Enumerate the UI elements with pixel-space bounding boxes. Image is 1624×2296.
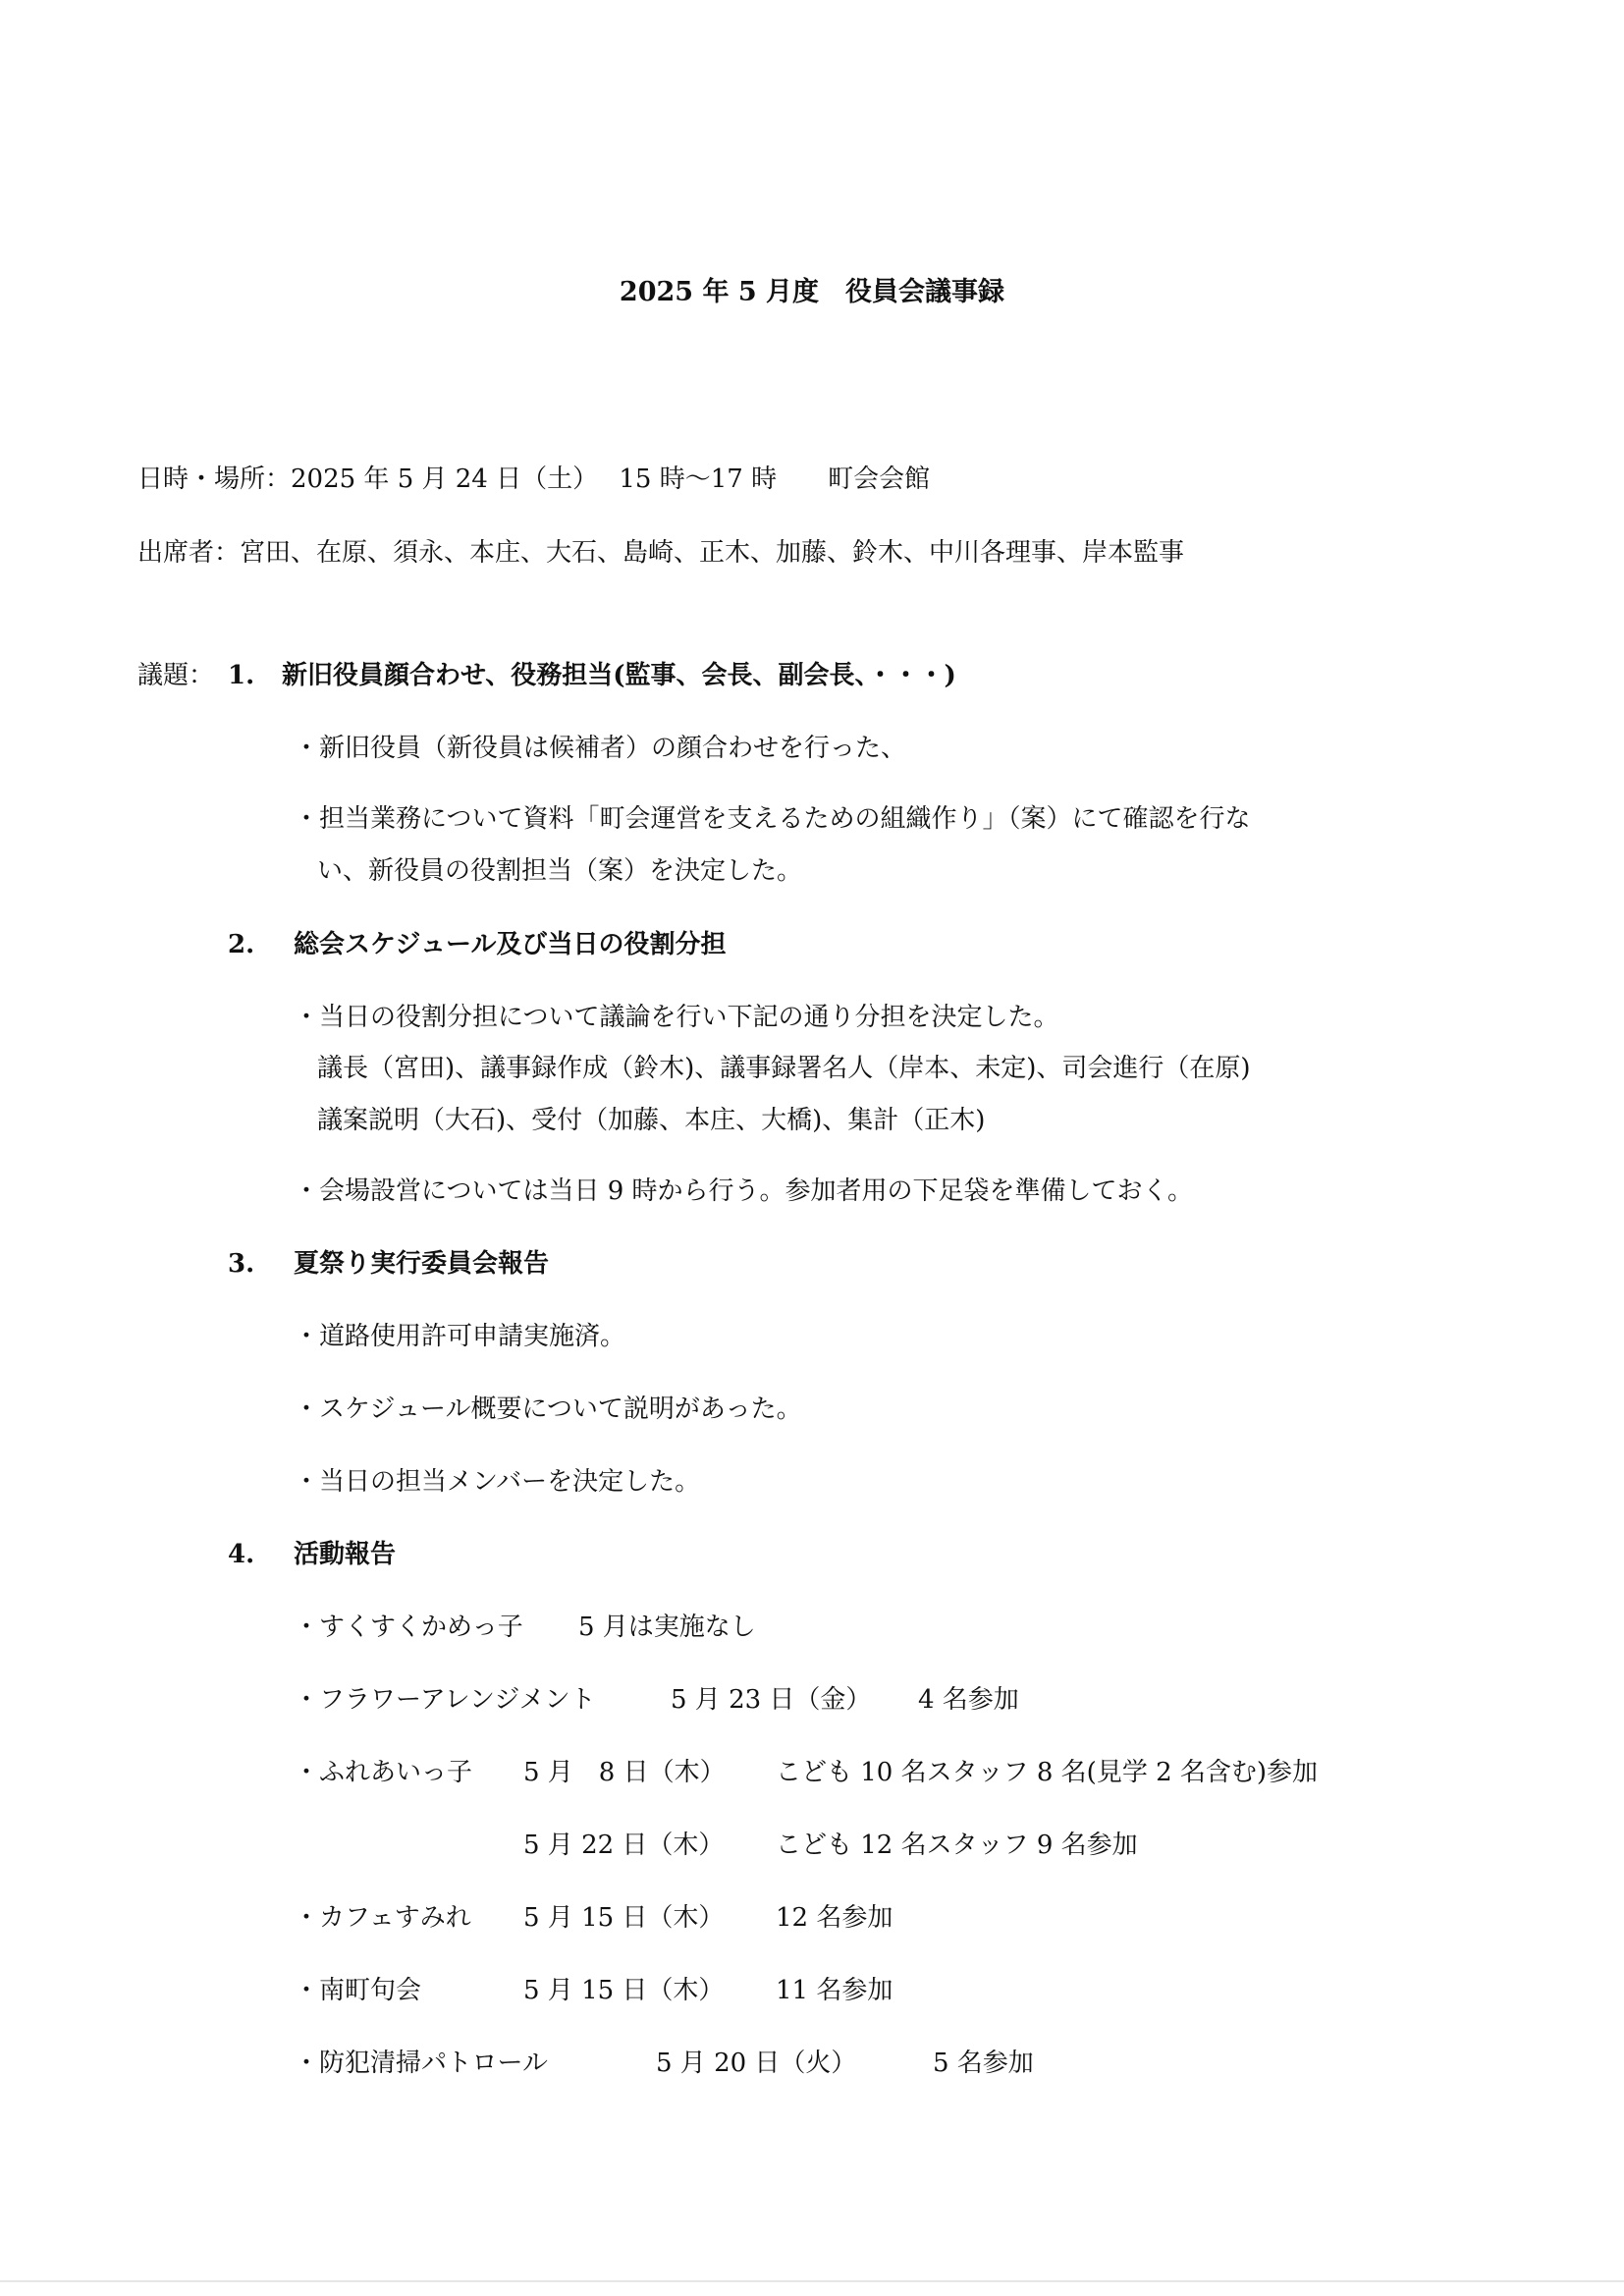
bullet-item: ・新旧役員（新役員は候補者）の顔合わせを行った、 xyxy=(294,734,907,763)
activity-date: 5 月 20 日（火） xyxy=(656,2049,857,2078)
datetime-location-line: 日時・場所：2025 年 5 月 24 日（土） 15 時～17 時 町会会館 xyxy=(137,465,931,494)
bullet-item-continuation: 議案説明（大石)、受付（加藤、本庄、大橋)、集計（正木) xyxy=(317,1106,986,1135)
agenda-item-heading: 新旧役員顔合わせ、役務担当(監事、会長、副会長、・・・) xyxy=(282,661,956,690)
activity-detail: こども 12 名スタッフ 9 名参加 xyxy=(776,1831,1138,1860)
bullet-item: ・担当業務について資料「町会運営を支えるための組織作り」（案）にて確認を行な xyxy=(294,804,1251,834)
bullet-item: ・当日の役割分担について議論を行い下記の通り分担を決定した。 xyxy=(294,1003,1059,1032)
bullet-item: ・スケジュール概要について説明があった。 xyxy=(294,1394,802,1424)
activity-detail: こども 10 名スタッフ 8 名(見学 2 名含む)参加 xyxy=(776,1758,1319,1787)
activity-name: ・すくすくかめっ子 xyxy=(294,1613,523,1642)
activity-date: 5 月 8 日（木） xyxy=(523,1758,726,1787)
activity-name: ・南町句会 xyxy=(294,1976,422,2005)
activity-name: ・防犯清掃パトロール xyxy=(294,2049,548,2078)
agenda-item-number: 2. xyxy=(228,930,255,959)
agenda-item-heading: 活動報告 xyxy=(294,1540,397,1569)
activity-detail: 4 名参加 xyxy=(918,1685,1019,1715)
activity-detail: 5 名参加 xyxy=(933,2049,1034,2078)
activity-detail: 12 名参加 xyxy=(776,1903,893,1933)
activity-detail: 11 名参加 xyxy=(776,1976,893,2005)
activity-name: ・カフェすみれ xyxy=(294,1903,471,1933)
activity-name: ・フラワーアレンジメント xyxy=(294,1685,596,1715)
activity-date: 5 月 15 日（木） xyxy=(523,1976,725,2005)
agenda-item-heading: 夏祭り実行委員会報告 xyxy=(294,1249,550,1279)
bullet-item-continuation: 議長（宮田)、議事録作成（鈴木)、議事録署名人（岸本、未定)、司会進行（在原) xyxy=(317,1054,1251,1083)
activity-date: 5 月は実施なし xyxy=(578,1613,756,1642)
bullet-item-continuation: い、新役員の役割担当（案）を決定した。 xyxy=(317,856,803,886)
attendees-line: 出席者：宮田、在原、須永、本庄、大石、島崎、正木、加藤、鈴木、中川各理事、岸本監事 xyxy=(137,538,1185,568)
agenda-item-number: 1. xyxy=(228,661,255,690)
agenda-item-number: 3. xyxy=(228,1249,255,1279)
activity-date: 5 月 22 日（木） xyxy=(523,1831,725,1860)
agenda-label: 議題： xyxy=(137,661,215,690)
activity-date: 5 月 15 日（木） xyxy=(523,1903,725,1933)
scan-edge-line xyxy=(0,2280,1624,2282)
agenda-item-number: 4. xyxy=(228,1540,255,1569)
bullet-item: ・当日の担当メンバーを決定した。 xyxy=(294,1467,701,1497)
bullet-item: ・道路使用許可申請実施済。 xyxy=(294,1322,626,1351)
agenda-item-heading: 総会スケジュール及び当日の役割分担 xyxy=(294,930,727,959)
activity-date: 5 月 23 日（金） xyxy=(671,1685,872,1715)
document-title: 2025 年 5 月度 役員会議事録 xyxy=(619,277,1005,307)
activity-name: ・ふれあいっ子 xyxy=(294,1758,473,1787)
bullet-item: ・会場設営については当日 9 時から行う。参加者用の下足袋を準備しておく。 xyxy=(294,1176,1194,1206)
